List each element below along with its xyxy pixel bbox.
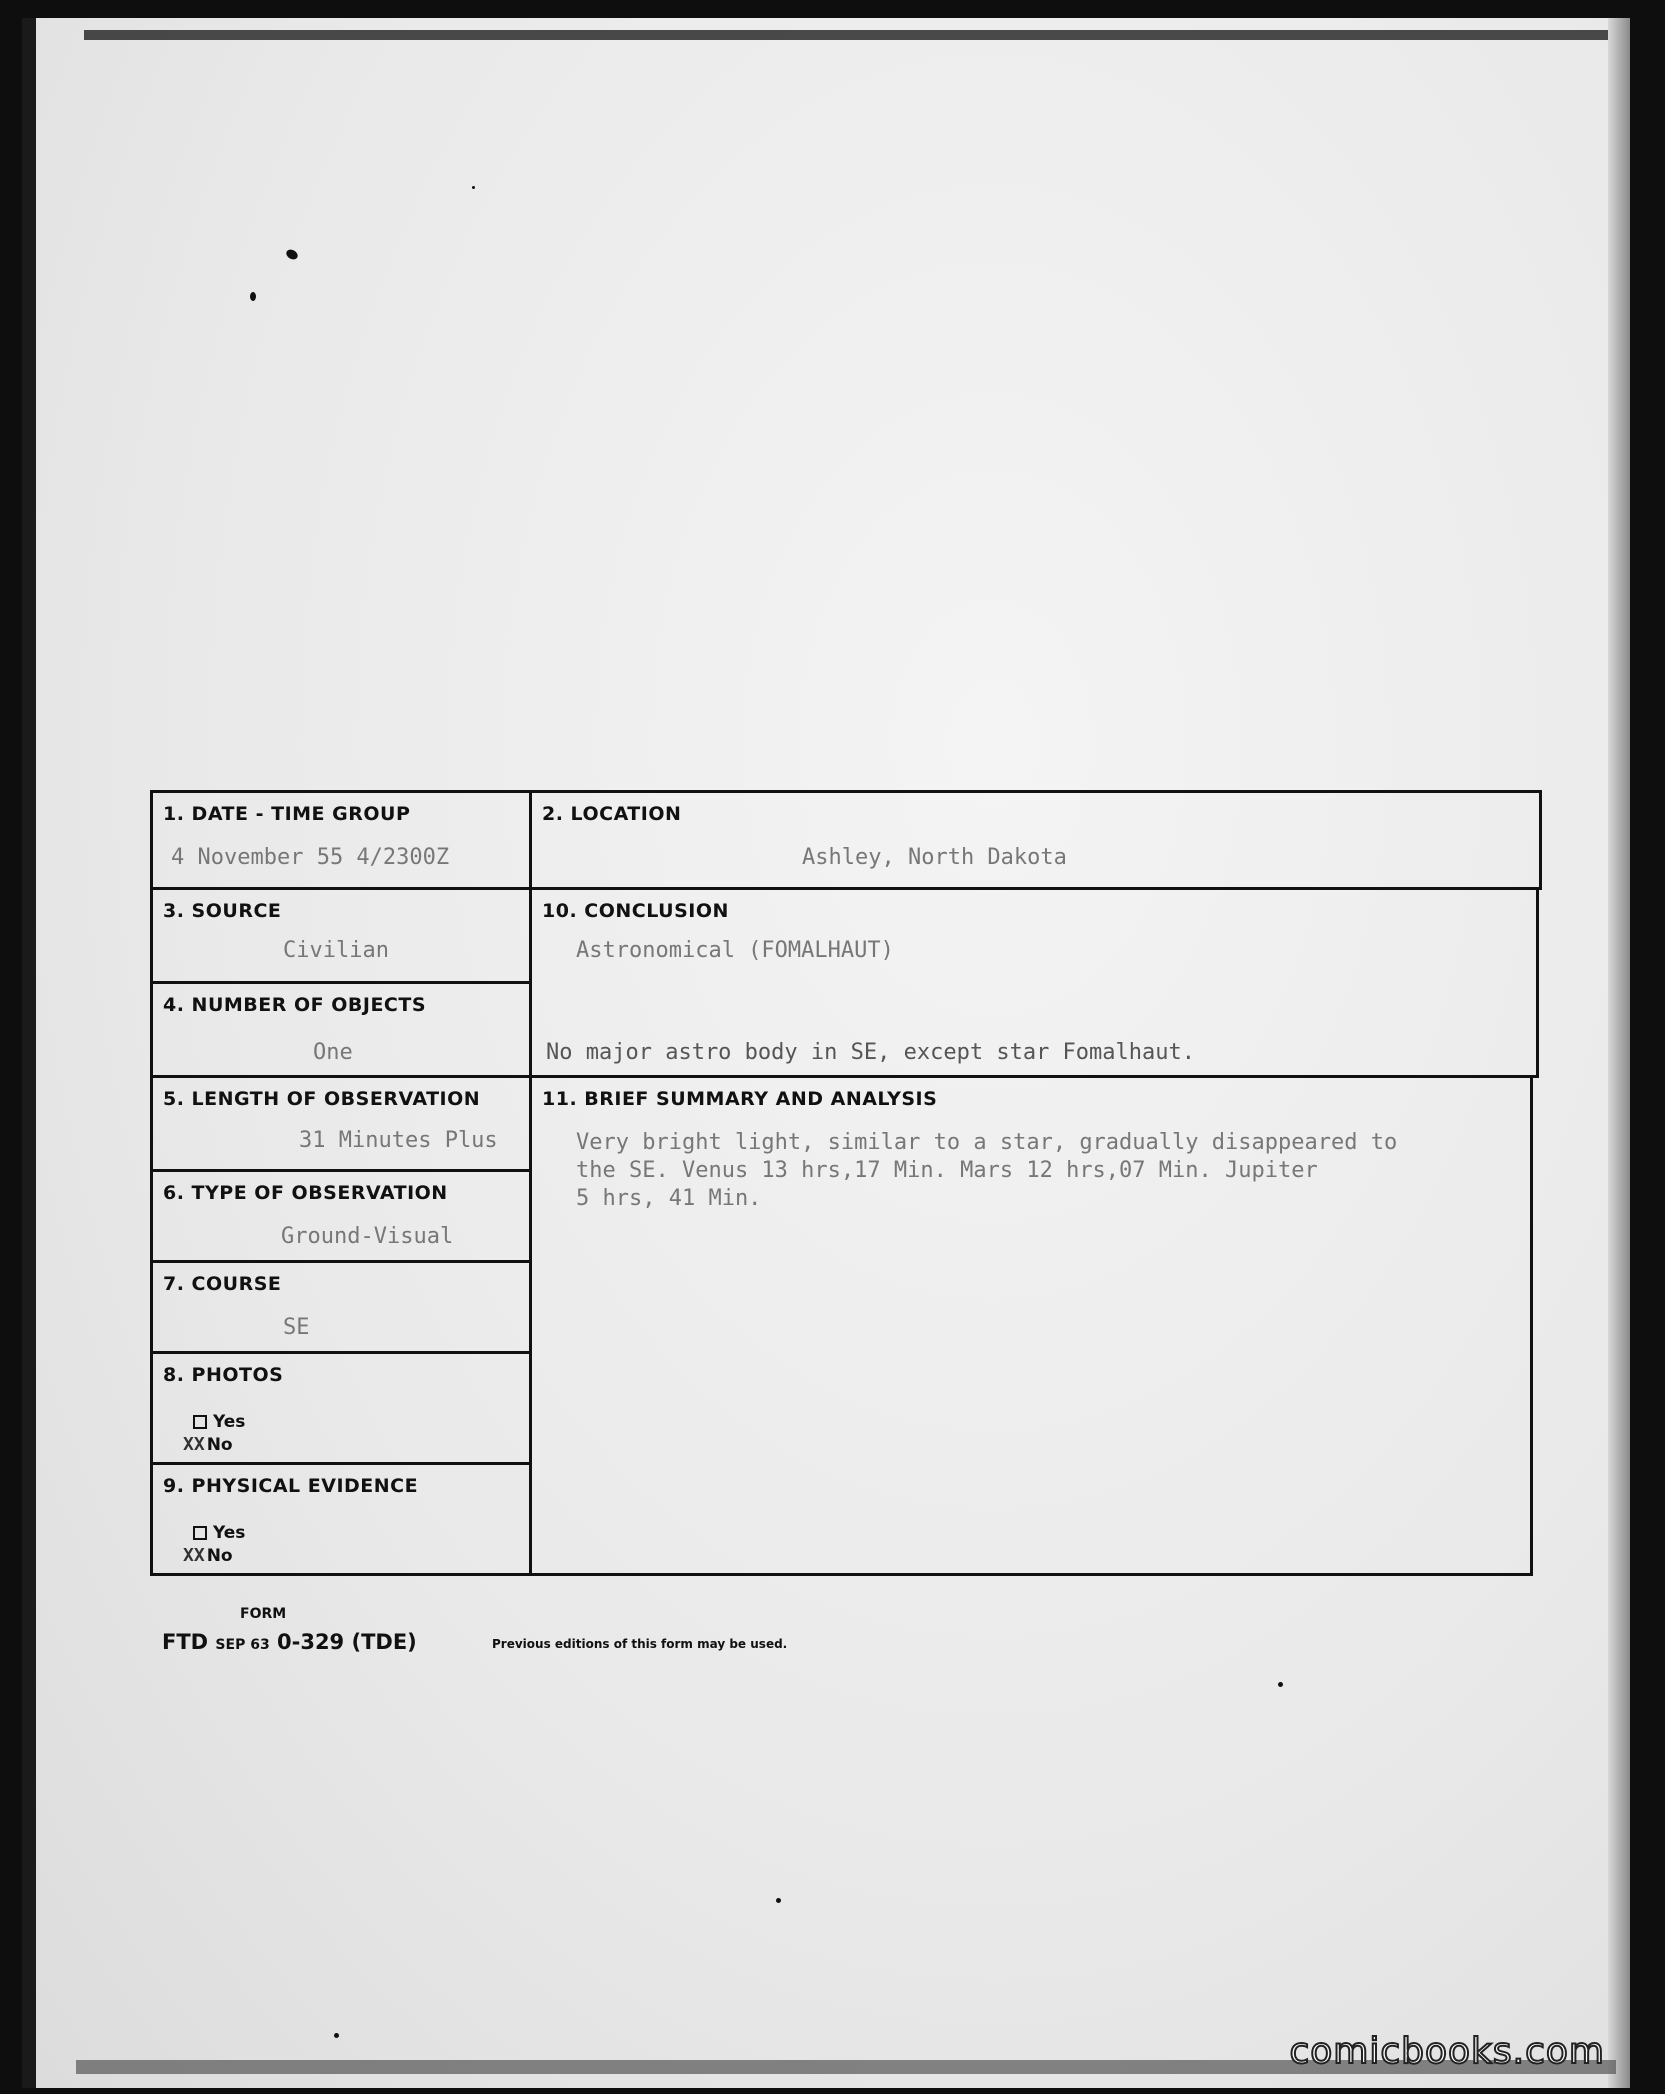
footer-form-word: FORM [240,1606,287,1622]
field-label: 10. CONCLUSION [542,900,729,922]
field-location [529,790,1542,890]
footer-date: SEP 63 [215,1637,270,1653]
photos-no-option[interactable]: XX No [183,1434,233,1455]
dust-speck [472,186,475,189]
scan-right-edge [1608,18,1630,2088]
field-summary [529,1075,1533,1576]
field-label: 1. DATE - TIME GROUP [163,803,411,825]
watermark: comicbooks.com [1289,2031,1605,2072]
field-label: 8. PHOTOS [163,1364,284,1386]
field-source [150,887,532,984]
field-label: 5. LENGTH OF OBSERVATION [163,1088,481,1110]
dust-speck [1278,1682,1283,1687]
checkbox-icon [193,1415,207,1429]
field-value: Ground-Visual [281,1224,454,1249]
field-value: 4 November 55 4/2300Z [171,845,450,870]
checkbox-icon [193,1526,207,1540]
photos-yes-option[interactable]: Yes [193,1412,245,1432]
field-photos [150,1351,532,1465]
conclusion-note: No major astro body in SE, except star Fomalhaut. [546,1040,1196,1065]
field-course [150,1260,532,1354]
field-label: 9. PHYSICAL EVIDENCE [163,1475,419,1497]
field-value: One [313,1040,353,1065]
field-label: 2. LOCATION [542,803,682,825]
field-type-of-observation [150,1169,532,1263]
evidence-no-option[interactable]: XX No [183,1545,233,1566]
dust-speck [334,2033,339,2038]
field-label: 3. SOURCE [163,900,282,922]
field-label: 6. TYPE OF OBSERVATION [163,1182,448,1204]
field-label: 11. BRIEF SUMMARY AND ANALYSIS [542,1088,938,1110]
footer-ftd: FTD [162,1630,209,1654]
report-form [150,790,1542,1594]
field-date-time-group [150,790,532,890]
document-page [22,18,1630,2088]
footer-form-id [162,1630,417,1654]
footer-note: Previous editions of this form may be used. [492,1637,788,1651]
field-conclusion [529,887,1539,1078]
field-number-of-objects [150,981,532,1078]
summary-line: 5 hrs, 41 Min. [576,1186,762,1211]
field-value: 31 Minutes Plus [299,1128,498,1153]
field-length-of-observation [150,1075,532,1172]
conclusion-value: Astronomical (FOMALHAUT) [576,938,894,963]
field-label: 4. NUMBER OF OBJECTS [163,994,427,1016]
footer-number: 0-329 (TDE) [277,1630,417,1654]
dust-speck [285,248,300,262]
field-value: Civilian [283,938,389,963]
dust-speck [250,292,256,301]
field-label: 7. COURSE [163,1273,282,1295]
x-mark-icon: XX [183,1545,205,1566]
field-value: Ashley, North Dakota [802,845,1067,870]
x-mark-icon: XX [183,1434,205,1455]
evidence-yes-option[interactable]: Yes [193,1523,245,1543]
field-physical-evidence [150,1462,532,1576]
scan-top-edge [84,30,1624,40]
summary-line: Very bright light, similar to a star, gradually disappeared to [576,1130,1398,1155]
summary-line: the SE. Venus 13 hrs,17 Min. Mars 12 hrs,07 Min. Jupiter [576,1158,1318,1183]
field-value: SE [283,1315,310,1340]
dust-speck [776,1898,781,1903]
